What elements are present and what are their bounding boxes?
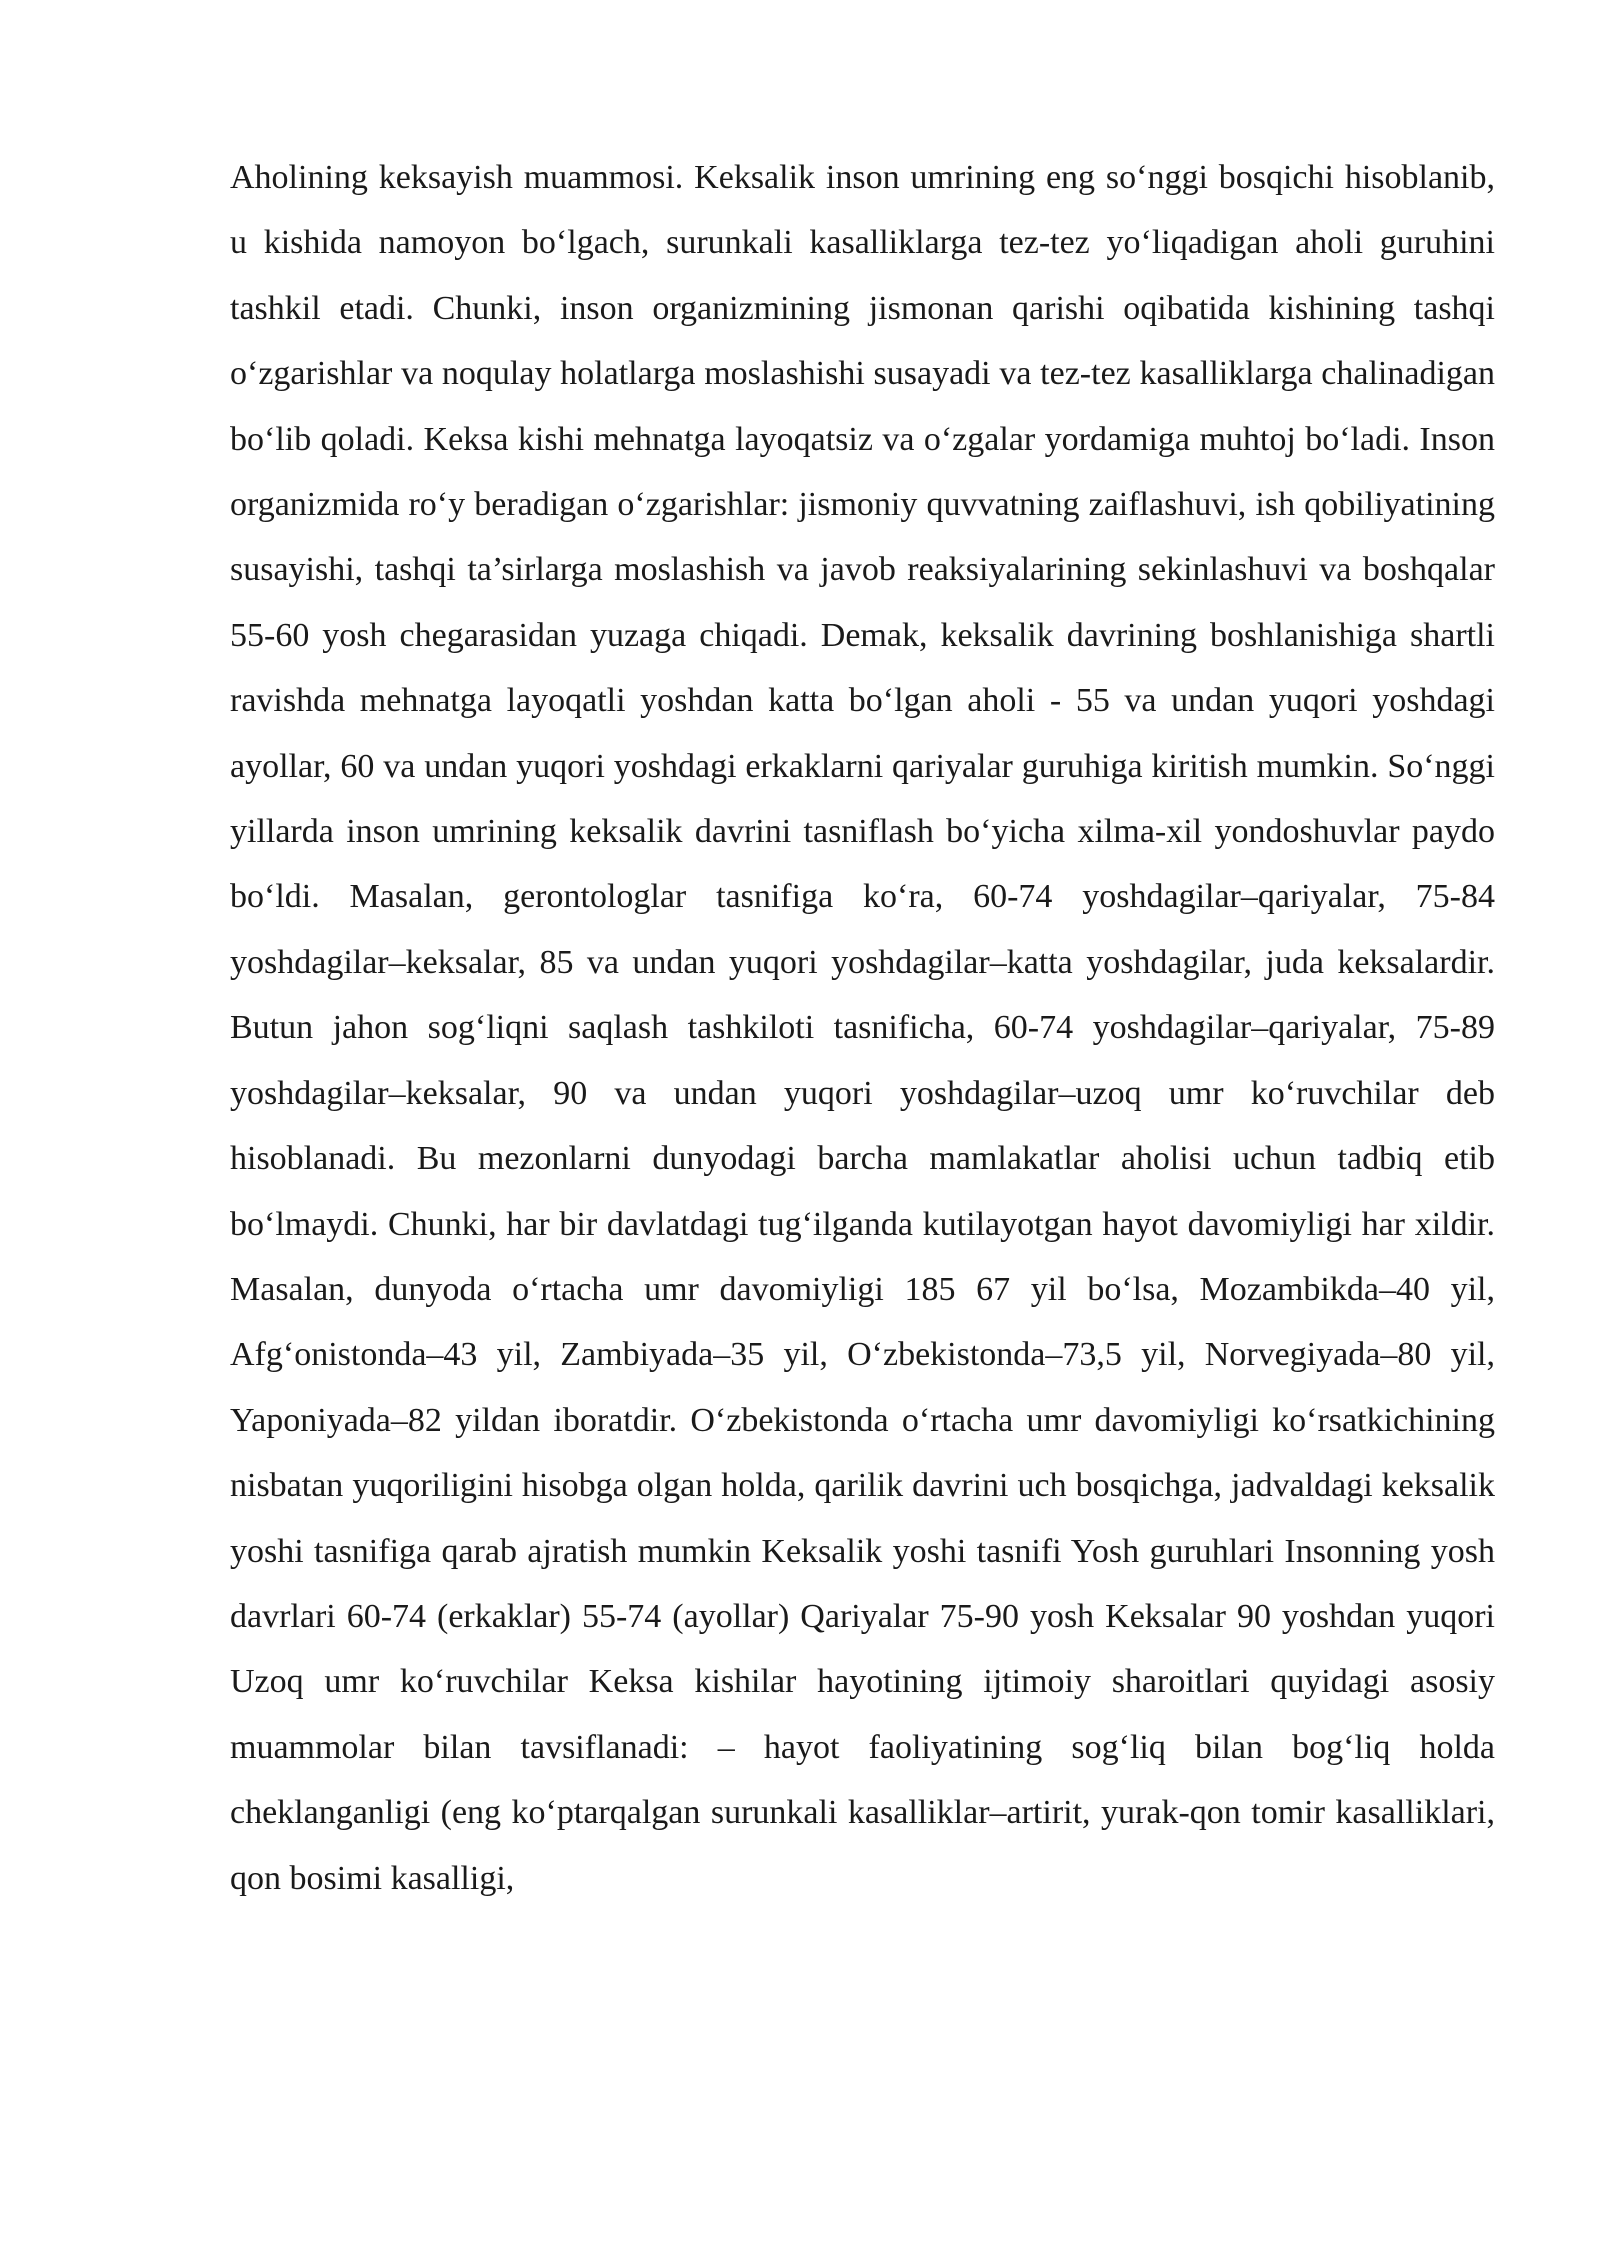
body-paragraph: Aholining keksayish muammosi. Keksalik inson umrining eng so‘nggi bosqichi hisoblanib, u kishida namoyon bo‘lgach, surunkali kasalliklarga tez-tez yo‘liqadigan aholi guruhini tashkil etadi. Chunki, inson organizmining jismonan qarishi oqibatida kishining tashqi o‘zgarishlar va noqulay holatlarga moslashishi susayadi va tez-tez kasalliklarga chalinadigan bo‘lib qoladi. Keksa kishi mehnatga layoqatsiz va o‘zgalar yordamiga muhtoj bo‘ladi. Inson organizmida ro‘y beradigan o‘zgarishlar: jismoniy quvvatning zaiflashuvi, ish qobiliyatining susayishi, tashqi ta’sirlarga moslashish va javob reaksiyalarining sekinlashuvi va boshqalar 55-60 yosh chegarasidan yuzaga chiqadi. Demak, keksalik davrining boshlanishiga shartli ravishda mehnatga layoqatli yoshdan katta bo‘lgan aholi - 55 va undan yuqori yoshdagi ayollar, 60 va undan yuqori yoshdagi erkaklarni qariyalar guruhiga kiritish mumkin. So‘nggi yillarda inson umrining keksalik davrini tasniflash bo‘yicha xilma-xil yondoshuvlar paydo bo‘ldi. Masalan, gerontologlar tasnifiga ko‘ra, 60-74 yoshdagilar–qariyalar, 75-84 yoshdagilar–keksalar, 85 va undan yuqori yoshdagilar–katta yoshdagilar, juda keksalardir. Butun jahon sog‘liqni saqlash tashkiloti tasnificha, 60-74 yoshdagilar–qariyalar, 75-89 yoshdagilar–keksalar, 90 va undan yuqori yoshdagilar–uzoq umr ko‘ruvchilar deb hisoblanadi. Bu mezonlarni dunyodagi barcha mamlakatlar aholisi uchun tadbiq etib bo‘lmaydi. Chunki, har bir davlatdagi tug‘ilganda kutilayotgan hayot davomiyligi har xildir. Masalan, dunyoda o‘rtacha umr davomiyligi 185 67 yil bo‘lsa, Mozambikda–40 yil, Afg‘onistonda–43 yil, Zambiyada–35 yil, O‘zbekistonda–73,5 yil, Norvegiyada–80 yil, Yaponiyada–82 yildan iboratdir. O‘zbekistonda o‘rtacha umr davomiyligi ko‘rsatkichining nisbatan yuqoriligini hisobga olgan holda, qarilik davrini uch bosqichga, jadvaldagi keksalik yoshi tasnifiga qarab ajratish mumkin Keksalik yoshi tasnifi Yosh guruhlari Insonning yosh davrlari 60-74 (erkaklar) 55-74 (ayollar) Qariyalar 75-90 yosh Keksalar 90 yoshdan yuqori Uzoq umr ko‘ruvchilar Keksa kishilar hayotining ijtimoiy sharoitlari quyidagi asosiy muammolar bilan tavsiflanadi: – hayot faoliyatining sog‘liq bilan bog‘liq holda cheklanganligi (eng ko‘ptarqalgan surunkali kasalliklar–artirit, yurak-qon tomir kasalliklari, qon bosimi kasalligi,: [230, 159, 1495, 1897]
